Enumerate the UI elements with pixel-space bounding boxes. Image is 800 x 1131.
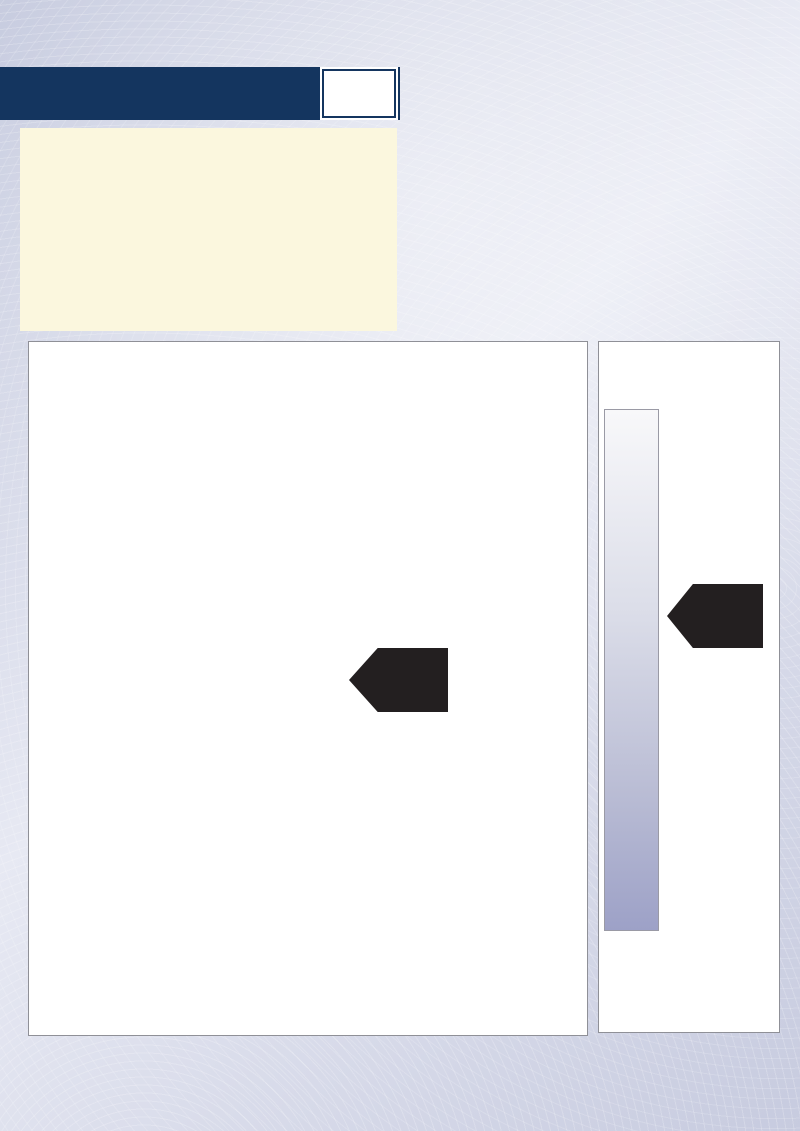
ber-scale-bars [36,342,587,1035]
intro-text [420,142,792,160]
co2-indicator-arrow [667,584,763,648]
ber-banner [0,67,400,120]
co2-panel [598,341,780,1033]
co2-gradient-bar [604,409,659,931]
ber-rating-box [322,69,396,118]
details-panel [20,128,397,331]
ber-scale-panel [28,341,588,1036]
